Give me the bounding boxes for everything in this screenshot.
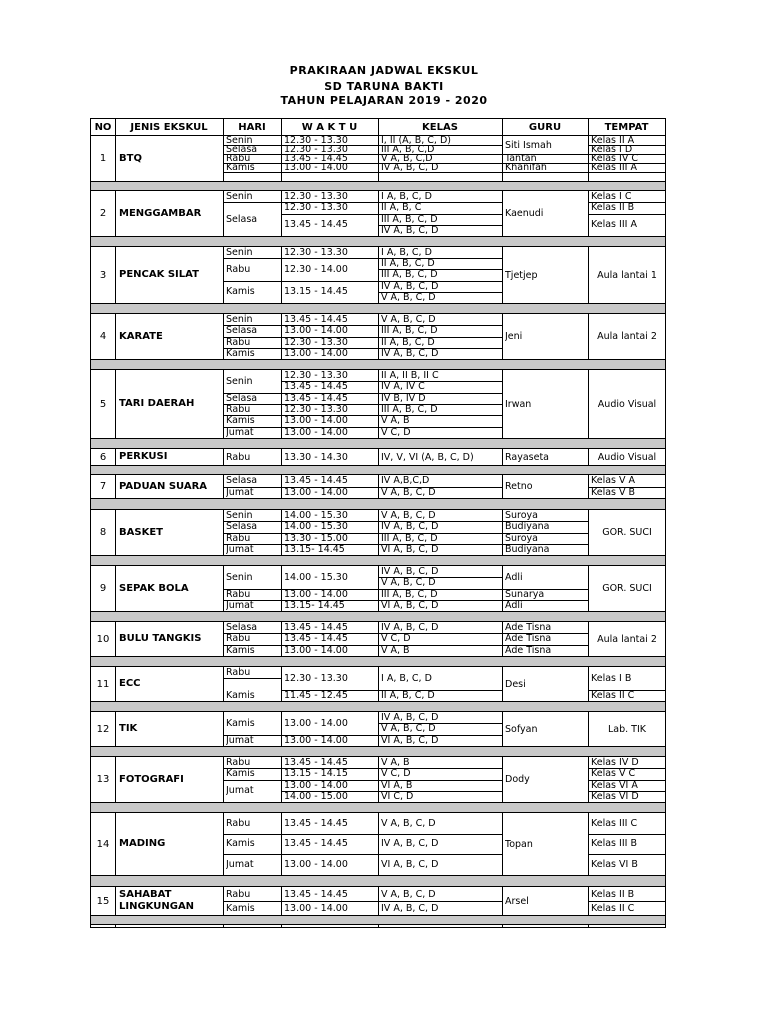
waktu-cell: 14.00 - 15.30 <box>284 571 348 583</box>
waktu-cell: 12.30 - 13.30 <box>284 404 348 416</box>
ekskul-name: MENGGAMBAR <box>119 207 202 219</box>
hari-cell: Senin <box>226 136 253 145</box>
hari-cell: Rabu <box>226 757 251 769</box>
hari-cell: Kamis <box>226 838 255 850</box>
hari-cell: Jumat <box>226 859 254 871</box>
hari-cell: Selasa <box>226 213 258 225</box>
kelas-cell: III A, B, C, D <box>381 404 438 416</box>
ekskul-name: BTQ <box>119 152 142 164</box>
header-guru: GURU <box>528 122 562 133</box>
separator-row <box>91 498 665 510</box>
kelas-cell: II A, B, C, D <box>381 336 435 348</box>
row-number: 14 <box>96 838 110 850</box>
tempat-cell: Kelas V B <box>591 486 636 498</box>
hari-cell: Rabu <box>226 588 251 600</box>
hari-cell: Kamis <box>226 347 255 359</box>
row-number: 11 <box>96 678 110 690</box>
separator-row <box>91 555 665 566</box>
tempat-cell: Kelas II C <box>591 902 635 914</box>
separator-row <box>91 875 665 887</box>
ekskul-name: FOTOGRAFI <box>119 773 184 785</box>
tempat-cell: Kelas VI D <box>591 790 639 802</box>
kelas-cell: V A, B, C, D <box>381 486 436 498</box>
tempat-cell: Kelas II A <box>591 136 635 145</box>
waktu-cell: 12.30 - 13.30 <box>284 191 348 203</box>
waktu-cell: 13.45 - 14.45 <box>284 381 348 393</box>
waktu-cell: 12.30 - 13.30 <box>284 145 348 154</box>
kelas-cell: IV A, B, C, D <box>381 902 439 914</box>
guru-cell: Suroya <box>505 510 539 522</box>
waktu-cell: 12.30 - 13.30 <box>284 247 348 259</box>
schedule-table <box>90 118 666 928</box>
kelas-cell: III A, B, C, D <box>381 588 438 600</box>
ekskul-name: MADING <box>119 838 166 849</box>
row-number: 15 <box>96 895 110 907</box>
cell-rule <box>223 172 281 173</box>
separator-row <box>91 303 665 314</box>
kelas-cell: I, II (A, B, C, D) <box>381 136 451 145</box>
hari-cell: Rabu <box>226 404 251 416</box>
hari-cell: Jumat <box>226 543 254 555</box>
ekskul-name: ECC <box>119 678 141 689</box>
row-number: 13 <box>96 774 110 785</box>
kelas-cell: I A, B, C, D <box>381 247 432 259</box>
waktu-cell: 11.45 - 12.45 <box>284 689 348 701</box>
guru-cell: Adli <box>505 599 523 611</box>
tempat-cell: Kelas III B <box>591 838 637 850</box>
kelas-cell: IV A,B,C,D <box>381 475 430 487</box>
waktu-cell: 13.45 - 14.45 <box>284 154 348 163</box>
kelas-cell: V A, B, C, D <box>381 510 436 522</box>
guru-cell: Desi <box>505 678 526 690</box>
kelas-cell: IV A, B, C, D <box>381 521 439 533</box>
kelas-cell: VI C, D <box>381 790 414 802</box>
kelas-cell: IV A, IV C <box>381 381 425 393</box>
tempat-cell: GOR. SUCI <box>602 527 652 538</box>
waktu-cell: 13.00 - 14.00 <box>284 588 348 600</box>
tempat-cell: Kelas III A <box>591 163 637 172</box>
tempat-cell: Kelas IV D <box>591 757 639 769</box>
waktu-cell: 13.45 - 14.45 <box>284 622 348 634</box>
kelas-cell: IV B, IV D <box>381 392 426 404</box>
guru-cell: Dody <box>505 774 530 785</box>
kelas-cell: V A, B, C,D <box>381 154 433 163</box>
separator-row <box>91 915 665 925</box>
kelas-cell: V A, B, C, D <box>381 314 436 326</box>
waktu-cell: 13.45 - 14.45 <box>284 219 348 231</box>
tempat-cell: Aula lantai 2 <box>597 331 657 342</box>
hari-cell: Kamis <box>226 902 255 914</box>
kelas-cell: VI A, B, C, D <box>381 859 439 871</box>
guru-cell: Kaenudi <box>505 208 544 219</box>
kelas-cell: II A, B, C, D <box>381 689 435 701</box>
waktu-cell: 13.45 - 14.45 <box>284 838 348 850</box>
kelas-cell: IV A, B, C, D <box>381 163 439 172</box>
hari-cell: Rabu <box>226 667 251 679</box>
kelas-cell: III A, B, C, D <box>381 325 438 337</box>
waktu-cell: 13.15 - 14.45 <box>284 286 348 298</box>
waktu-cell: 13.00 - 14.00 <box>284 734 348 746</box>
ekskul-name: TARI DAERAH <box>119 398 195 409</box>
ekskul-name: BULU TANGKIS <box>119 633 202 644</box>
guru-cell: Budiyana <box>505 543 550 555</box>
header-kelas: KELAS <box>422 122 458 133</box>
separator-row <box>91 701 665 712</box>
waktu-cell: 13.00 - 14.00 <box>284 717 348 729</box>
row-number: 1 <box>99 153 107 164</box>
tempat-cell: Kelas III C <box>591 817 638 829</box>
ekskul-name: PENCAK SILAT <box>119 269 199 280</box>
kelas-cell: IV A, B, C, D <box>381 224 439 236</box>
waktu-cell: 12.30 - 13.30 <box>284 336 348 348</box>
separator-row <box>91 181 665 191</box>
kelas-cell: I A, B, C, D <box>381 191 432 203</box>
hari-cell: Rabu <box>226 154 251 163</box>
ekskul-name: PADUAN SUARA <box>119 480 208 492</box>
waktu-cell: 13.15- 14.45 <box>284 543 345 555</box>
hari-cell: Kamis <box>226 768 255 780</box>
kelas-cell: VI A, B, C, D <box>381 734 439 746</box>
header-no: NO <box>94 122 112 133</box>
kelas-cell: III A, B, C, D <box>381 532 438 544</box>
kelas-cell: V A, B, C, D <box>381 723 436 735</box>
kelas-cell: V C, D <box>381 426 411 438</box>
hari-cell: Senin <box>226 375 253 387</box>
guru-cell: Ade Tisna <box>505 622 552 634</box>
kelas-cell: V A, B <box>381 757 410 769</box>
hari-cell: Selasa <box>226 622 258 634</box>
header-hari: HARI <box>238 122 266 133</box>
header-tempat: TEMPAT <box>604 122 649 133</box>
hari-cell: Kamis <box>226 644 255 656</box>
kelas-cell: V A, B, C, D <box>381 888 436 900</box>
tempat-cell: Kelas II B <box>591 888 635 900</box>
ekskul-name: TIK <box>119 723 138 734</box>
hari-cell: Selasa <box>226 392 258 404</box>
separator-row <box>91 802 665 813</box>
cell-rule <box>502 172 588 173</box>
guru-cell: Retno <box>505 481 533 492</box>
hari-cell: Kamis <box>226 689 255 701</box>
row-number: 2 <box>99 208 107 219</box>
waktu-cell: 13.00 - 14.00 <box>284 859 348 871</box>
waktu-cell: 12.30 - 13.30 <box>284 370 348 382</box>
kelas-cell: V A, B <box>381 644 410 656</box>
kelas-cell: IV A, B, C, D <box>381 347 439 359</box>
guru-cell: Tjetjep <box>505 269 538 281</box>
separator-row <box>91 359 665 370</box>
guru-cell: Jeni <box>505 331 523 342</box>
row-number: 3 <box>99 269 107 281</box>
hari-cell: Selasa <box>226 521 258 533</box>
waktu-cell: 13.15- 14.45 <box>284 599 345 611</box>
hari-cell: Rabu <box>226 336 251 348</box>
cell-rule <box>223 678 281 679</box>
cell-rule <box>281 172 378 173</box>
guru-cell: Ade Tisna <box>505 644 552 656</box>
header-jenis: JENIS EKSKUL <box>130 122 208 133</box>
row-number: 10 <box>96 633 110 645</box>
separator-row <box>91 656 665 667</box>
guru-cell: Tantan <box>505 154 537 163</box>
hari-cell: Rabu <box>226 263 251 275</box>
kelas-cell: V C, D <box>381 633 411 645</box>
doc-title: PRAKIRAAN JADWAL EKSKUL <box>289 64 479 77</box>
waktu-cell: 13.45 - 14.45 <box>284 392 348 404</box>
hari-cell: Rabu <box>226 888 251 900</box>
header-waktu: W A K T U <box>301 122 358 133</box>
waktu-cell: 13.30 - 14.30 <box>284 451 348 463</box>
kelas-cell: V A, B <box>381 415 410 427</box>
hari-cell: Kamis <box>226 286 255 298</box>
ekskul-name: BASKET <box>119 526 163 538</box>
row-number: 5 <box>99 398 107 410</box>
kelas-cell: IV A, B, C, D <box>381 280 439 292</box>
waktu-cell: 13.45 - 14.45 <box>284 475 348 487</box>
kelas-cell: II A, II B, II C <box>381 370 439 382</box>
waktu-cell: 14.00 - 15.30 <box>284 510 348 522</box>
kelas-cell: III A, B, C, D <box>381 269 438 281</box>
hari-cell: Kamis <box>226 717 255 729</box>
hari-cell: Rabu <box>226 451 251 463</box>
waktu-cell: 13.45 - 14.45 <box>284 888 348 900</box>
guru-cell: Ade Tisna <box>505 633 552 645</box>
tempat-cell: Kelas II B <box>591 202 635 214</box>
tempat-cell: Kelas I B <box>591 672 632 684</box>
waktu-cell: 12.30 - 13.30 <box>284 202 348 214</box>
guru-cell: Suroya <box>505 532 539 544</box>
cell-rule <box>588 172 665 173</box>
separator-row <box>91 611 665 622</box>
hari-cell: Jumat <box>226 486 254 498</box>
waktu-cell: 14.00 - 15.30 <box>284 521 348 533</box>
kelas-cell: IV A, B, C, D <box>381 712 439 724</box>
hari-cell: Jumat <box>226 734 254 746</box>
kelas-cell: IV A, B, C, D <box>381 622 439 634</box>
tempat-cell: Kelas I C <box>591 191 632 203</box>
hari-cell: Senin <box>226 510 253 522</box>
hari-cell: Senin <box>226 191 253 203</box>
school-name: SD TARUNA BAKTI <box>324 80 444 93</box>
waktu-cell: 13.00 - 14.00 <box>284 486 348 498</box>
waktu-cell: 13.30 - 15.00 <box>284 532 348 544</box>
tempat-cell: Audio Visual <box>597 398 657 410</box>
hari-cell: Rabu <box>226 532 251 544</box>
hari-cell: Kamis <box>226 415 255 427</box>
waktu-cell: 12.30 - 13.30 <box>284 136 348 145</box>
kelas-cell: VI A, B <box>381 779 413 791</box>
tempat-cell: Aula lantai 2 <box>597 633 657 645</box>
hari-cell: Rabu <box>226 817 251 829</box>
kelas-cell: VI A, B, C, D <box>381 543 439 555</box>
kelas-cell: IV, V, VI (A, B, C, D) <box>381 451 474 463</box>
waktu-cell: 13.00 - 14.00 <box>284 415 348 427</box>
waktu-cell: 13.45 - 14.45 <box>284 757 348 769</box>
row-number: 6 <box>99 451 107 463</box>
waktu-cell: 13.00 - 14.00 <box>284 779 348 791</box>
kelas-cell: V A, B, C, D <box>381 817 436 829</box>
kelas-cell: I A, B, C, D <box>381 672 432 684</box>
guru-cell: Topan <box>505 838 533 850</box>
tempat-cell: Kelas IV C <box>591 154 638 163</box>
guru-cell: Budiyana <box>505 521 550 533</box>
row-number: 12 <box>96 723 110 735</box>
waktu-cell: 13.15 - 14.15 <box>284 768 348 780</box>
tempat-cell: Kelas VI A <box>591 779 638 791</box>
waktu-cell: 13.00 - 14.00 <box>284 902 348 914</box>
tempat-cell: Audio Visual <box>597 451 657 463</box>
guru-cell: Siti Ismah <box>505 139 552 151</box>
waktu-cell: 12.30 - 13.30 <box>284 672 348 684</box>
waktu-cell: 13.00 - 14.00 <box>284 644 348 656</box>
separator-row <box>91 438 665 449</box>
hari-cell: Selasa <box>226 325 258 337</box>
tempat-cell: Aula lantai 1 <box>597 269 657 281</box>
hari-cell: Jumat <box>226 599 254 611</box>
guru-cell: Irwan <box>505 398 532 410</box>
kelas-cell: IV A, B, C, D <box>381 566 439 578</box>
ekskul-name: KARATE <box>119 330 163 342</box>
row-number: 9 <box>99 583 107 594</box>
kelas-cell: II A, B, C <box>381 202 422 214</box>
tempat-cell: Kelas I D <box>591 145 633 154</box>
hari-cell: Kamis <box>226 163 255 172</box>
hari-cell: Selasa <box>226 475 258 487</box>
row-number: 7 <box>99 481 107 492</box>
tempat-cell: Kelas II C <box>591 689 635 701</box>
guru-cell: Khanifah <box>505 163 547 172</box>
kelas-cell: III A, B, C,D <box>381 145 435 154</box>
cell-rule <box>378 172 502 173</box>
hari-cell: Senin <box>226 571 253 583</box>
tempat-cell: Kelas III A <box>591 219 637 231</box>
waktu-cell: 13.00 - 14.00 <box>284 163 348 172</box>
kelas-cell: VI A, B, C, D <box>381 599 439 611</box>
kelas-cell: IV A, B, C, D <box>381 838 439 850</box>
waktu-cell: 13.45 - 14.45 <box>284 817 348 829</box>
hari-cell: Selasa <box>226 145 258 154</box>
waktu-cell: 12.30 - 14.00 <box>284 263 348 275</box>
waktu-cell: 14.00 - 15.00 <box>284 790 348 802</box>
ekskul-name: SEPAK BOLA <box>119 582 189 594</box>
hari-cell: Jumat <box>226 785 254 797</box>
ekskul-name: PERKUSI <box>119 451 168 462</box>
tempat-cell: Kelas V C <box>591 768 636 780</box>
waktu-cell: 13.00 - 14.00 <box>284 426 348 438</box>
waktu-cell: 13.00 - 14.00 <box>284 347 348 359</box>
tempat-cell: GOR. SUCI <box>602 583 652 594</box>
tempat-cell: Lab. TIK <box>607 723 647 735</box>
hari-cell: Senin <box>226 314 253 326</box>
row-number: 8 <box>99 527 107 538</box>
guru-cell: Sunarya <box>505 588 545 600</box>
separator-row <box>91 236 665 247</box>
guru-cell: Sofyan <box>505 723 538 735</box>
row-number: 4 <box>99 331 107 342</box>
waktu-cell: 13.00 - 14.00 <box>284 325 348 337</box>
kelas-cell: V A, B, C, D <box>381 291 436 303</box>
ekskul-name: SAHABAT LINGKUNGAN <box>119 889 195 912</box>
tempat-cell: Kelas VI B <box>591 859 638 871</box>
waktu-cell: 13.45 - 14.45 <box>284 633 348 645</box>
waktu-cell: 13.45 - 14.45 <box>284 314 348 326</box>
separator-row <box>91 465 665 475</box>
hari-cell: Rabu <box>226 633 251 645</box>
separator-row <box>91 746 665 757</box>
guru-cell: Rayaseta <box>505 451 549 463</box>
guru-cell: Adli <box>505 571 523 583</box>
academic-year: TAHUN PELAJARAN 2019 - 2020 <box>280 94 488 107</box>
hari-cell: Jumat <box>226 426 254 438</box>
kelas-cell: V C, D <box>381 768 411 780</box>
guru-cell: Arsel <box>505 895 529 907</box>
kelas-cell: III A, B, C, D <box>381 213 438 225</box>
kelas-cell: V A, B, C, D <box>381 577 436 589</box>
kelas-cell: II A, B, C, D <box>381 258 435 270</box>
hari-cell: Senin <box>226 247 253 259</box>
tempat-cell: Kelas V A <box>591 475 636 487</box>
